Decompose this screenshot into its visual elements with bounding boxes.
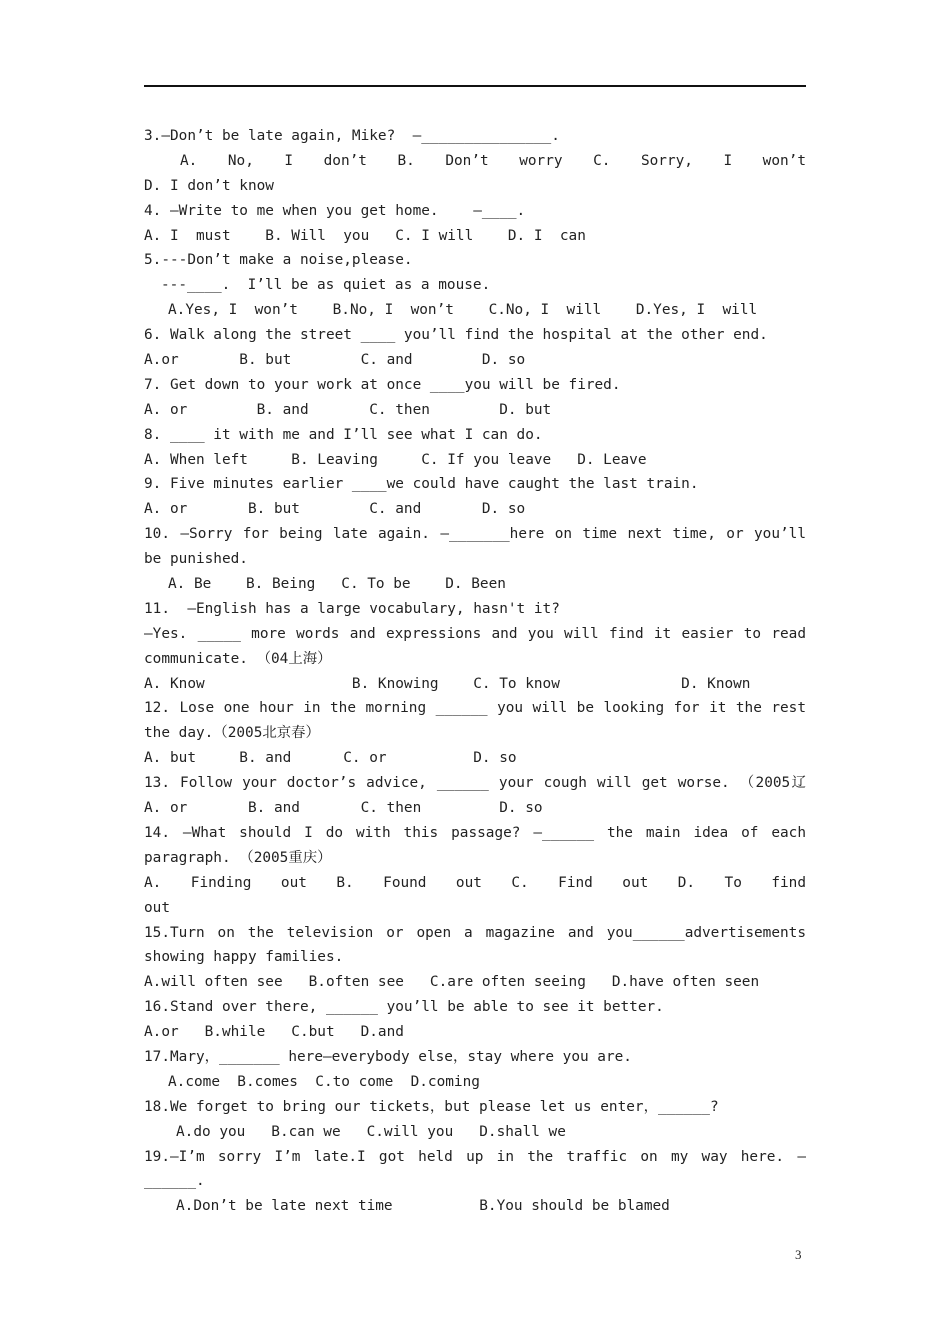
text-line: 8. ____ it with me and I’ll see what I can do. bbox=[144, 426, 543, 443]
text-line: paragraph. （2005重庆） bbox=[144, 849, 332, 866]
text-line: out bbox=[144, 899, 170, 916]
text-line: D. I don’t know bbox=[144, 177, 274, 194]
text-line: A. Know B. Knowing C. To know D. Known bbox=[144, 675, 751, 692]
text-line: A. I must B. Will you C. I will D. I can bbox=[144, 227, 586, 244]
text-line: ______. bbox=[144, 1173, 205, 1190]
text-line: A. Finding out B. Found out C. Find out D. To find bbox=[144, 874, 806, 891]
text-line: A.or B. but C. and D. so bbox=[144, 352, 526, 369]
text-line: be punished. bbox=[144, 551, 248, 568]
header-rule bbox=[144, 85, 806, 87]
text-line: A.or B.while C.but D.and bbox=[144, 1024, 404, 1041]
page-number: 3 bbox=[795, 1247, 802, 1262]
text-line: —Yes. _____ more words and expressions and you will find it easier to read bbox=[144, 625, 806, 642]
text-line: A. No, I don’t B. Don’t worry C. Sorry, I won’t bbox=[180, 152, 806, 169]
text-line: 15.Turn on the television or open a magazine and you______advertisements bbox=[144, 924, 806, 941]
text-line: 10. —Sorry for being late again. —_______here on time next time, or you’ll bbox=[144, 526, 806, 543]
text-line: A.Yes, I won’t B.No, I won’t C.No, I will D.Yes, I will bbox=[168, 302, 758, 319]
text-line: A. but B. and C. or D. so bbox=[144, 750, 517, 767]
text-line: A.will often see B.often see C.are often seeing D.have often seen bbox=[144, 974, 760, 991]
text-line: 19.—I’m sorry I’m late.I got held up in the traffic on my way here. — bbox=[144, 1148, 806, 1165]
text-line: communicate. （04上海） bbox=[144, 650, 332, 667]
text-line: 3.—Don’t be late again, Mike? —_______________. bbox=[144, 128, 560, 144]
text-line: 9. Five minutes earlier ____we could have caught the last train. bbox=[144, 476, 699, 493]
text-line: 14. —What should I do with this passage? —______ the main idea of each bbox=[144, 824, 806, 841]
text-line: A. Be B. Being C. To be D. Been bbox=[168, 576, 506, 593]
text-line: 18.We forget to bring our tickets，but please let us enter，______? bbox=[144, 1098, 719, 1115]
text-line: ---____. I’ll be as quiet as a mouse. bbox=[161, 277, 491, 294]
text-line: 5.---Don’t make a noise,please. bbox=[144, 252, 413, 269]
text-line: A.do you B.can we C.will you D.shall we bbox=[176, 1123, 566, 1140]
exercise-content bbox=[144, 124, 806, 1219]
text-line: A.Don’t be late next time B.You should be blamed bbox=[176, 1198, 670, 1215]
text-line: 13. Follow your doctor’s advice, ______ your cough will get worse. （2005辽 bbox=[144, 775, 806, 792]
text-line: 16.Stand over there, ______ you’ll be able to see it better. bbox=[144, 999, 664, 1016]
text-line: 17.Mary，_______ here—everybody else，stay where you are. bbox=[144, 1048, 632, 1065]
text-line: 6. Walk along the street ____ you’ll find the hospital at the other end. bbox=[144, 327, 768, 344]
text-line: A. or B. and C. then D. so bbox=[144, 800, 543, 817]
text-line: A. or B. but C. and D. so bbox=[144, 501, 526, 518]
text-line: A. or B. and C. then D. but bbox=[144, 401, 552, 418]
text-line: 4. —Write to me when you get home. —____. bbox=[144, 202, 526, 219]
text-line: 12. Lose one hour in the morning ______ you will be looking for it the rest bbox=[144, 700, 806, 717]
text-line: 7. Get down to your work at once ____you will be fired. bbox=[144, 376, 621, 393]
text-line: 11. —English has a large vocabulary, hasn't it? bbox=[144, 600, 560, 617]
text-line: the day.（2005北京春） bbox=[144, 725, 320, 742]
text-line: showing happy families. bbox=[144, 949, 344, 966]
text-line: A.come B.comes C.to come D.coming bbox=[168, 1073, 480, 1090]
text-line: A. When left B. Leaving C. If you leave D. Leave bbox=[144, 451, 647, 468]
